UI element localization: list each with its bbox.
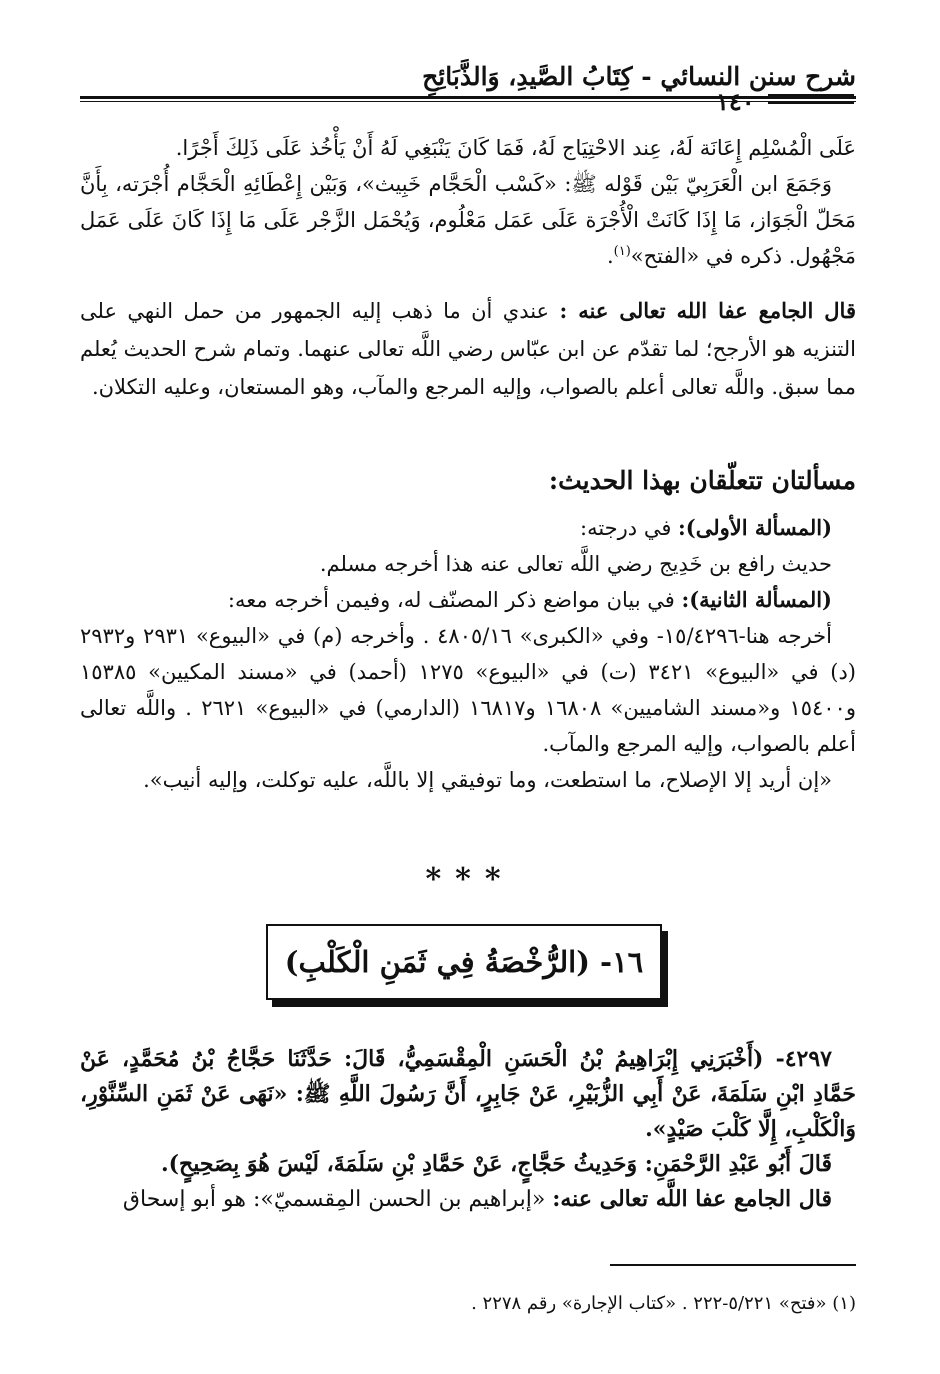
- hadith-text: ٤٢٩٧- (أَخْبَرَنِي إِبْرَاهِيمُ بْنُ الْحَسَنِ الْمِقْسَمِيُّ، قَالَ: حَدَّثَنَا حَجَّاجُ بْنُ مُحَمَّدٍ، عَنْ حَمَّادِ ابْنِ سَلَمَةَ، عَنْ أَبِي الزُّبَيْرِ، عَنْ جَابِرٍ، أَنَّ رَسُولَ اللَّهِ ﷺ: «نَهَى عَنْ ثَمَنِ السِّنَّوْرِ، وَالْكَلْبِ، إِلَّا كَلْبَ صَيْدٍ».: [80, 1046, 856, 1142]
- page-number-block: [704, 87, 854, 116]
- question-1-answer: حديث رافع بن خَدِيج رضي اللَّه تعالى عنه هذا أخرجه مسلم.: [319, 552, 832, 576]
- question-1-lead: (المسألة الأولى):: [678, 515, 832, 540]
- jami-lead: قال الجامع عفا الله تعالى عنه :: [559, 298, 856, 323]
- question-2-lead: (المسألة الثانية):: [681, 587, 832, 612]
- question-2-topic: في بيان مواضع ذكر المصنّف له، وفيمن أخرجه معه:: [227, 588, 682, 612]
- question-2-answer: أخرجه هنا-١٥/٤٢٩٦- وفي «الكبرى» ٤٨٠٥/١٦ . وأخرجه (م) في «البيوع» ٢٩٣١ و٢٩٣٢ (د) في «البيوع» ٣٤٢١ (ت) في «البيوع» ١٢٧٥ (أحمد) في «مسند المكيين» ١٥٣٨٥ و١٥٤٠٠ و«مسند الشاميين» ١٦٨٠٨ و١٦٨١٧ (الدارمي) في «البيوع» ٢٦٢١ . واللَّه تعالى أعلم بالصواب، وإليه المرجع والمآب.: [80, 624, 856, 756]
- jami-comment-lead: قال الجامع عفا اللَّه تعالى عنه:: [552, 1186, 832, 1212]
- chapter-title: ١٦- (الرُّخْصَةُ فِي ثَمَنِ الْكَلْبِ): [284, 945, 644, 979]
- paragraph-jami: [80, 292, 856, 406]
- questions-block: [80, 510, 856, 798]
- hadith-block: [80, 1042, 856, 1217]
- closing-quote: «إن أريد إلا الإصلاح، ما استطعت، وما توفيقي إلا باللَّه، عليه توكلت، وإليه أنيب».: [143, 768, 832, 792]
- page-number-rule: [768, 94, 854, 97]
- paragraph-continuation: عَلَى الْمُسْلِم إِعَانَة لَهُ، عِند الاحْتِيَاج لَهُ، فَمَا كَانَ يَنْبَغِي لَهُ أَنْ يَأْخُذ عَلَى ذَلِكَ أَجْرًا.: [175, 136, 856, 160]
- jami-text: عندي أن ما ذهب إليه الجمهور من حمل النهي على التنزيه هو الأرجح؛ لما تقدّم عن ابن عبّاس رضي اللَّه تعالى عنهما. وتمام شرح الحديث يُعلم مما سبق. واللَّه تعالى أعلم بالصواب، وإليه المرجع والمآب، وهو المستعان، وعليه التكلان.: [80, 299, 856, 399]
- commentary-block-2: [80, 292, 856, 406]
- chapter-heading-box: [266, 924, 662, 1000]
- jami-comment-text: «إبراهيم بن الحسن المِقسميّ»: هو أبو إسحاق: [122, 1187, 553, 1212]
- footnote-rule: [610, 1264, 856, 1266]
- page-number-rule-2: [768, 101, 854, 104]
- section-heading: مسألتان تتعلّقان بهذا الحديث:: [548, 466, 856, 495]
- question-1: [80, 510, 856, 546]
- separator-stars: ***: [425, 862, 515, 897]
- question-1-topic: في درجته:: [580, 516, 679, 540]
- commentary-block-1: [80, 130, 856, 274]
- paragraph-ibn-arabi-text: وَجَمَعَ ابن الْعَرَبِيّ بَيْن قَوْله ﷺ: «كَسْب الْحَجَّام خَبِيث»، وَبَيْن إِعْطَائِهِ الْحَجَّام أُجْرَته، بِأَنَّ مَحَلّ الْجَوَاز، مَا إِذَا كَانَتْ الْأُجْرَة عَلَى عَمَل مَعْلُوم، وَيُحْمَل الزَّجْر عَلَى مَا إِذَا كَانَ عَلَى عَمَل مَجْهُول. ذكره في «الفتح»: [80, 172, 856, 268]
- paragraph-ibn-arabi: وَجَمَعَ ابن الْعَرَبِيّ بَيْن قَوْله ﷺ: «كَسْب الْحَجَّام خَبِيث»، وَبَيْن إِعْطَائِهِ الْحَجَّام أُجْرَته، بِأَنَّ مَحَلّ الْجَوَاز، مَا إِذَا كَانَتْ الْأُجْرَة عَلَى عَمَل مَعْلُوم، وَيُحْمَل الزَّجْر عَلَى مَا إِذَا كَانَ عَلَى عَمَل مَجْهُول. ذكره في «الفتح»$^{(١)}$.: [80, 172, 856, 268]
- page-number: ١٤٠: [716, 87, 755, 116]
- nasai-comment: قَالَ أَبُو عَبْدِ الرَّحْمَنِ: وَحَدِيثُ حَجَّاجٍ، عَنْ حَمَّادِ بْنِ سَلَمَةَ، لَيْسَ هُوَ بِصَحِيحٍ).: [160, 1151, 832, 1177]
- running-header-title: شرح سنن النسائي - كِتَابُ الصَّيدِ، وَالذَّبَائِحِ: [422, 62, 856, 91]
- jami-comment: [80, 1182, 856, 1217]
- footnote: (١) «فتح» ٥/٢٢١-٢٢٢ . «كتاب الإجارة» رقم ٢٢٧٨ .: [471, 1293, 856, 1314]
- footnote-ref: (١): [613, 244, 631, 259]
- question-2: [80, 582, 856, 618]
